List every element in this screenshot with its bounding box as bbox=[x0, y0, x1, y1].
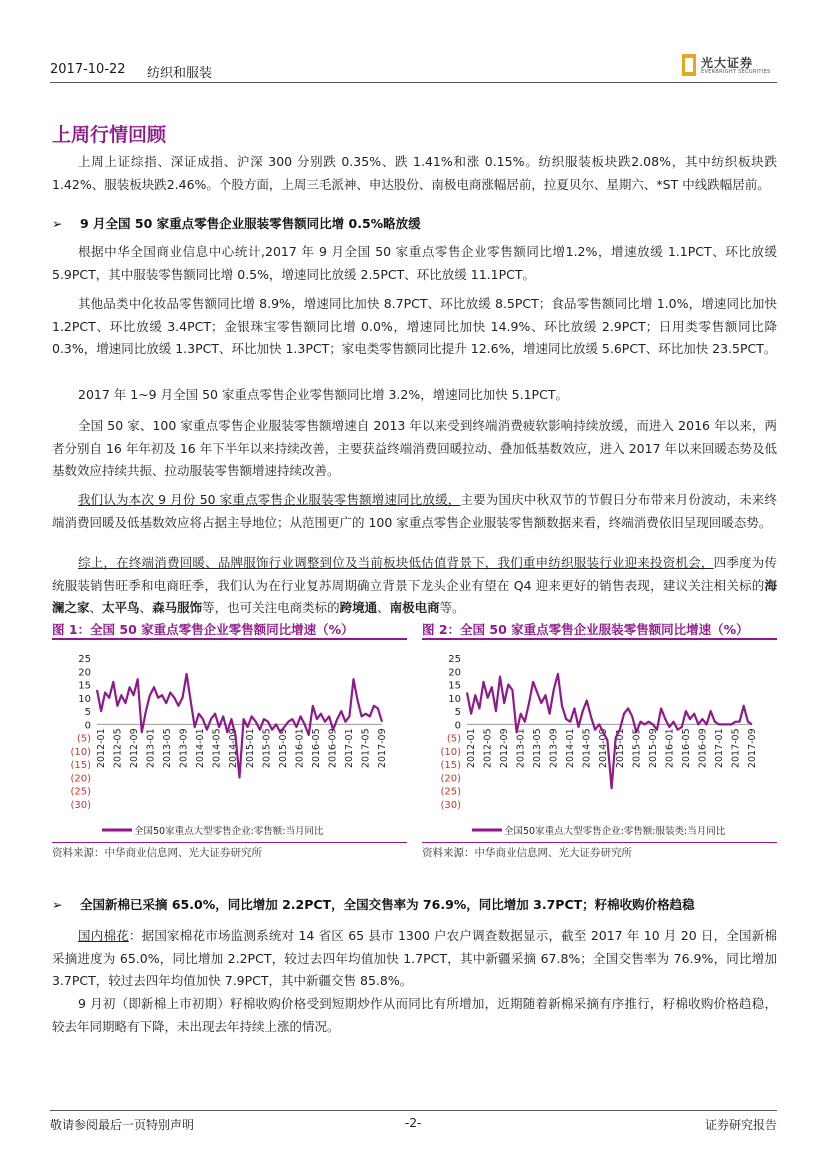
page-footer bbox=[50, 1110, 777, 1132]
separator: 、 bbox=[89, 600, 103, 615]
x-tick-label: 2012-09 bbox=[129, 728, 141, 769]
y-tick-label: 15 bbox=[448, 680, 461, 692]
figure-1 bbox=[52, 620, 407, 860]
x-tick-label: 2016-05 bbox=[680, 728, 692, 769]
x-tick-label: 2017-01 bbox=[713, 728, 725, 769]
report-date: 2017-10-22 bbox=[50, 62, 126, 77]
x-tick-label: 2012-09 bbox=[499, 728, 511, 769]
x-tick-label: 2014-01 bbox=[565, 728, 577, 769]
paragraph-cotton-price: 9 月初（即新棉上市初期）籽棉收购价格受到短期炒作从而同比有所增加，近期随着新棉采摘有序推行，籽棉收购价格趋稳，较去年同期略有下降，未出现去年持续上涨的情况。 bbox=[52, 996, 777, 1034]
stock-semir: 森马服饰 bbox=[152, 600, 203, 615]
y-tick-label: (30) bbox=[440, 800, 461, 811]
x-tick-label: 2017-01 bbox=[343, 728, 355, 769]
cotton-underlined: 国内棉花 bbox=[78, 928, 129, 943]
y-tick-label: 5 bbox=[84, 707, 91, 719]
y-tick-label: (20) bbox=[70, 773, 91, 785]
x-tick-label: 2016-01 bbox=[294, 728, 306, 769]
conclusion-underlined: 综上，在终端消费回暖、品牌服饰行业调整到位及当前板块低估值背景下，我们重申纺织服装行业迎来投资机会， bbox=[78, 555, 714, 570]
footer-rule bbox=[50, 1110, 777, 1111]
x-tick-label: 2015-05 bbox=[631, 728, 643, 769]
separator: 、 bbox=[377, 600, 390, 615]
stock-nanji: 南极电商 bbox=[389, 600, 440, 615]
x-tick-label: 2013-01 bbox=[515, 728, 527, 769]
y-tick-label: 25 bbox=[448, 654, 461, 665]
bullet-heading-cotton bbox=[52, 895, 695, 913]
x-tick-label: 2014-05 bbox=[581, 728, 593, 769]
x-tick-label: 2016-01 bbox=[664, 728, 676, 769]
logo-mark-icon bbox=[682, 54, 696, 76]
x-tick-label: 2016-05 bbox=[310, 728, 322, 769]
x-tick-label: 2012-01 bbox=[466, 728, 477, 769]
y-tick-label: 15 bbox=[78, 680, 91, 692]
y-tick-label: 0 bbox=[454, 720, 461, 732]
logo-text-cn: 光大证券 bbox=[701, 56, 754, 70]
view-rest: 主要为国庆中秋双节的节假日分布带来月份波动，未来终端消费回暖及低基数效应将占据主导地位；从范围更广的 100 家重点零售企业服装零售额数据来看，终端消费依旧呈现回暖态势。 bbox=[52, 492, 777, 530]
figure-1-title: 图 1：全国 50 家重点零售企业零售额同比增速（%） bbox=[52, 620, 407, 640]
stock-taipingniao: 太平鸟 bbox=[102, 600, 140, 615]
x-tick-label: 2015-05 bbox=[261, 728, 273, 769]
legend-label: 全国50家重点大型零售企业:零售额:服装类:当月同比 bbox=[504, 826, 726, 837]
y-tick-label: (15) bbox=[70, 760, 91, 772]
x-tick-label: 2015-09 bbox=[277, 728, 289, 769]
y-tick-label: (5) bbox=[76, 733, 91, 745]
x-tick-label: 2014-01 bbox=[195, 728, 207, 769]
footer-disclaimer: 敬请参阅最后一页特别声明 bbox=[50, 1118, 195, 1132]
paragraph-trend: 全国 50 家、100 家重点零售企业服装零售额增速自 2013 年以来受到终端消费疲软影响持续放缓，而进入 2016 年以来，两者分别自 16 年年初及 16 年下半年以来持续改善，主要获益终端消费回暖拉动、叠加低基数效应，进入 2017 年以来回暖态势及低基数效应持续共振、拉动服装零售额增速持续改善。 bbox=[52, 418, 777, 478]
y-tick-label: 25 bbox=[78, 654, 91, 665]
stock-kuajingtong: 跨境通 bbox=[339, 600, 378, 615]
x-tick-label: 2014-09 bbox=[598, 728, 610, 769]
x-tick-label: 2016-09 bbox=[697, 728, 709, 769]
x-tick-label: 2013-05 bbox=[162, 728, 174, 769]
separator: 、 bbox=[139, 600, 153, 615]
bullet-heading-retail bbox=[52, 214, 421, 232]
y-tick-label: (25) bbox=[440, 786, 461, 798]
y-tick-label: (5) bbox=[446, 733, 461, 745]
x-tick-label: 2012-01 bbox=[96, 728, 107, 769]
report-sector: 纺织和服装 bbox=[147, 66, 213, 81]
paragraph-view bbox=[52, 489, 777, 534]
x-tick-label: 2017-05 bbox=[360, 728, 372, 769]
figure-2-title: 图 2：全国 50 家重点零售企业服装零售额同比增速（%） bbox=[422, 620, 777, 640]
x-tick-label: 2015-09 bbox=[647, 728, 659, 769]
y-tick-label: (30) bbox=[70, 800, 91, 811]
logo-text-en: EVERBRIGHT SECURITIES bbox=[701, 69, 771, 75]
figure-2 bbox=[422, 620, 777, 860]
conclusion-end: 等。 bbox=[439, 600, 465, 615]
section-title: 上周行情回顾 bbox=[52, 124, 167, 146]
x-tick-label: 2016-09 bbox=[327, 728, 339, 769]
x-tick-label: 2015-01 bbox=[244, 728, 256, 769]
conclusion-ecom: 等，也可关注电商类标的 bbox=[202, 600, 340, 615]
arrow-bullet-icon: ➢ bbox=[52, 216, 63, 231]
y-tick-label: 10 bbox=[448, 693, 461, 705]
x-tick-label: 2012-05 bbox=[482, 728, 494, 769]
page-header bbox=[50, 52, 777, 80]
paragraph-ytd-stats: 2017 年 1~9 月全国 50 家重点零售企业零售额同比增 3.2%，增速同比加快 5.1PCT。 bbox=[78, 387, 568, 402]
bullet-heading-text: 9 月全国 50 家重点零售企业服装零售额同比增 0.5%略放缓 bbox=[80, 216, 421, 231]
paragraph-retail-stats: 根据中华全国商业信息中心统计,2017 年 9 月全国 50 家重点零售企业零售额同比增1.2%，增速放缓 1.1PCT、环比放缓 5.9PCT，其中服装零售额同比增 0.5%，增速同比放缓 2.5PCT、环比放缓 11.1PCT。 bbox=[52, 244, 777, 282]
x-tick-label: 2014-09 bbox=[228, 728, 240, 769]
header-rule bbox=[50, 82, 777, 83]
footer-report-type: 证券研究报告 bbox=[704, 1118, 777, 1132]
arrow-bullet-icon: ➢ bbox=[52, 897, 63, 912]
paragraph-conclusion bbox=[52, 552, 777, 620]
paragraph-market-review: 上周上证综指、深证成指、沪深 300 分别跌 0.35%、跌 1.41%和涨 0.15%。纺织服装板块跌2.08%，其中纺织板块跌1.42%、服装板块跌2.46%。个股方面，上周三毛派神、申达股份、南极电商涨幅居前，拉夏贝尔、星期六、*ST 中线跌幅居前。 bbox=[52, 154, 777, 192]
x-tick-label: 2012-05 bbox=[112, 728, 124, 769]
y-tick-label: (20) bbox=[440, 773, 461, 785]
conclusion-mid: 四季度为传统服装销售旺季和电商旺季，我们认为在行业复苏周期确立背景下龙头企业有望在 Q4 迎来更好的销售表现，建议关注相关标的 bbox=[52, 555, 777, 593]
y-tick-label: (25) bbox=[70, 786, 91, 798]
y-tick-label: (15) bbox=[440, 760, 461, 772]
paragraph-category-stats: 其他品类中化妆品零售额同比增 8.9%，增速同比加快 8.7PCT、环比放缓 8.5PCT；食品零售额同比增 1.0%，增速同比加快 1.2PCT、环比放缓 3.4PCT；金银珠宝零售额同比增 0.0%，增速同比加快 14.9%、环比放缓 2.9PCT；日用类零售额同比降 0.3%，增速同比放缓 1.3PCT、环比加快 1.3PCT；家电类零售额同比提升 12.6%，增速同比放缓 5.6PCT、环比加快 23.5PCT。 bbox=[52, 296, 777, 356]
y-tick-label: 5 bbox=[454, 707, 461, 719]
y-tick-label: 10 bbox=[78, 693, 91, 705]
x-tick-label: 2013-01 bbox=[145, 728, 157, 769]
x-tick-label: 2013-09 bbox=[548, 728, 560, 769]
y-tick-label: 20 bbox=[78, 667, 91, 679]
stock-hailan: 海澜之家 bbox=[52, 577, 777, 615]
legend-label: 全国50家重点大型零售企业:零售额:当月同比 bbox=[134, 826, 324, 837]
x-tick-label: 2017-09 bbox=[377, 728, 388, 769]
page-number: -2- bbox=[405, 1116, 422, 1130]
x-tick-label: 2013-05 bbox=[532, 728, 544, 769]
bullet-heading-text: 全国新棉已采摘 65.0%，同比增加 2.2PCT，全国交售率为 76.9%，同比增加 3.7PCT；籽棉收购价格趋稳 bbox=[80, 897, 695, 912]
x-tick-label: 2014-05 bbox=[211, 728, 223, 769]
everbright-logo bbox=[682, 52, 782, 80]
y-tick-label: (10) bbox=[70, 746, 91, 758]
x-tick-label: 2015-01 bbox=[614, 728, 626, 769]
figure-1-source: 资料来源：中华商业信息网、光大证券研究所 bbox=[52, 842, 407, 860]
y-tick-label: (10) bbox=[440, 746, 461, 758]
view-underlined: 我们认为本次 9 月份 50 家重点零售企业服装零售额增速同比放缓， bbox=[78, 492, 461, 507]
figure-2-source: 资料来源：中华商业信息网、光大证券研究所 bbox=[422, 842, 777, 860]
y-tick-label: 0 bbox=[84, 720, 91, 732]
paragraph-cotton bbox=[52, 925, 777, 993]
figure-1-chart bbox=[52, 644, 407, 842]
y-tick-label: 20 bbox=[448, 667, 461, 679]
cotton-rest: ：据国家棉花市场监测系统对 14 省区 65 县市 1300 户农户调查数据显示，截至 2017 年 10 月 20 日，全国新棉采摘进度为 65.0%，同比增加 2.2PCT，较过去四年均值加快 1.7PCT，其中新疆采摘 67.8%；全国交售率为 76.9%，同比增加 3.7PCT，较过去四年均值加快 7.9PCT，其中新疆交售 85.8%。 bbox=[52, 928, 777, 988]
figure-2-chart bbox=[422, 644, 777, 842]
x-tick-label: 2013-09 bbox=[178, 728, 190, 769]
x-tick-label: 2017-05 bbox=[730, 728, 742, 769]
x-tick-label: 2017-09 bbox=[747, 728, 758, 769]
